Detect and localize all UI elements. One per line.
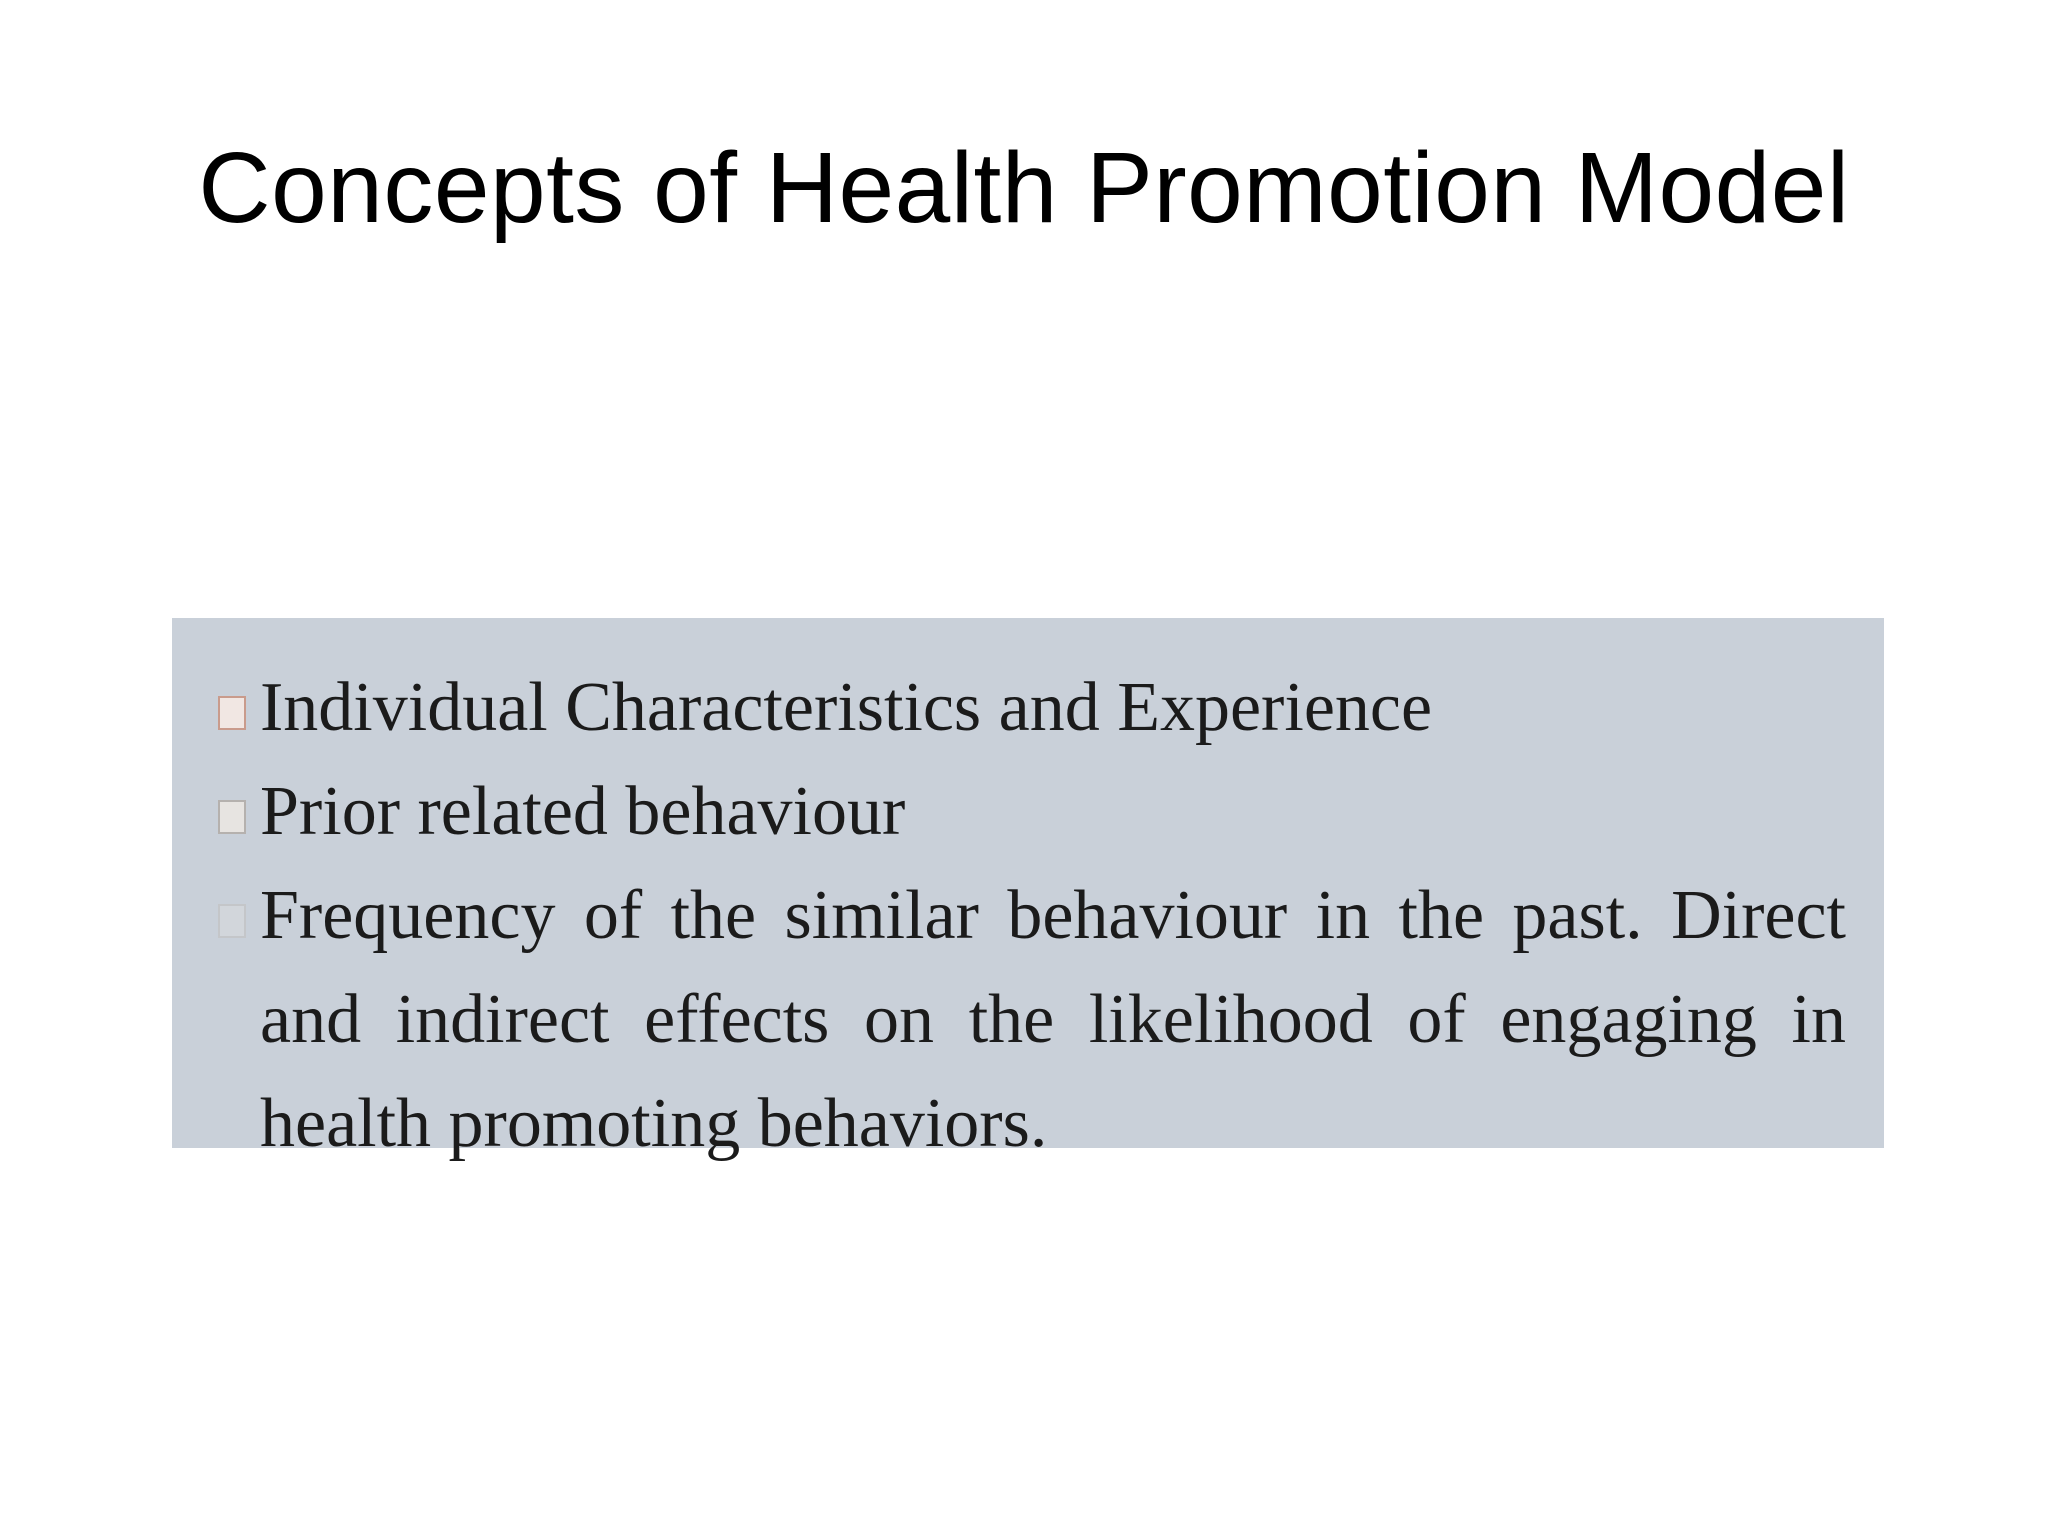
content-box <box>172 618 1884 1162</box>
bullet-text: Frequency of the similar behaviour in the past. Direct and indirect effects on the likelihood of engaging in health promoting behaviors. <box>260 877 1846 1162</box>
list-item <box>218 864 1846 1176</box>
bullet-list <box>218 656 1846 1176</box>
square-bullet-icon <box>218 696 246 730</box>
bullet-text: Prior related behaviour <box>260 773 906 850</box>
list-item <box>218 760 1846 864</box>
list-item <box>218 656 1846 760</box>
slide-title: Concepts of Health Promotion Model <box>198 132 1850 244</box>
square-bullet-icon <box>218 904 246 938</box>
square-bullet-icon <box>218 800 246 834</box>
bullet-text: Individual Characteristics and Experience <box>260 669 1433 746</box>
